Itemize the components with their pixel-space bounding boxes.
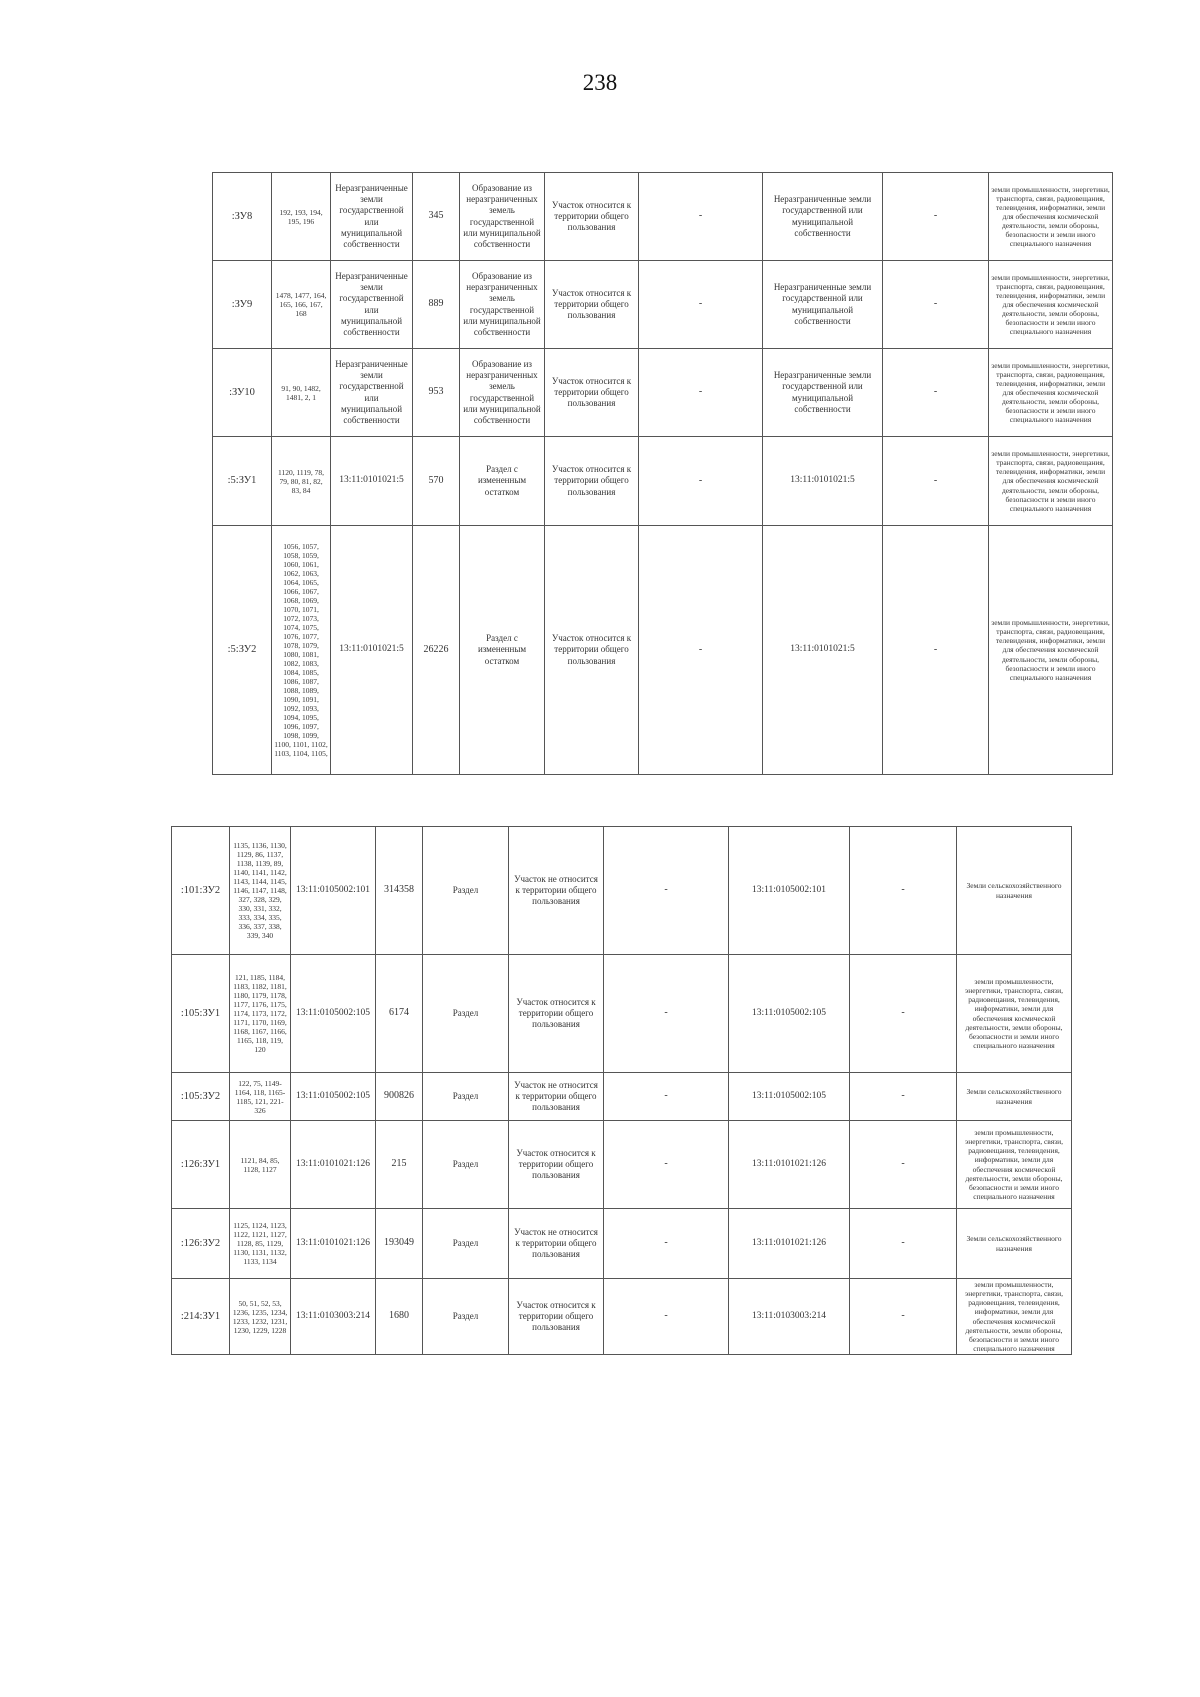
plot-area: 570 <box>413 437 460 526</box>
table-row <box>172 1121 1072 1209</box>
result-plot: 13:11:0101021:126 <box>729 1121 850 1209</box>
formation-method: Образование из неразграниченных земель государственной или муниципальной собственности <box>460 173 545 261</box>
plot-area: 215 <box>376 1121 423 1209</box>
public-access: Участок относится к территории общего пользования <box>509 1279 604 1355</box>
public-access: Участок относится к территории общего пользования <box>545 173 639 261</box>
result-plot: Неразграниченные земли государственной или муниципальной собственности <box>763 261 883 349</box>
plot-area: 889 <box>413 261 460 349</box>
empty-value: - <box>604 1209 729 1279</box>
source-plot: Неразграниченные земли государственной или муниципальной собственности <box>331 173 413 261</box>
plot-area: 345 <box>413 173 460 261</box>
empty-value: - <box>850 955 957 1073</box>
plot-area: 26226 <box>413 526 460 775</box>
table-row <box>172 955 1072 1073</box>
plot-area: 1680 <box>376 1279 423 1355</box>
formation-method: Раздел <box>423 955 509 1073</box>
point-numbers: 1120, 1119, 78, 79, 80, 81, 82, 83, 84 <box>272 437 331 526</box>
land-category: земли промышленности, энергетики, транспорта, связи, радиовещания, телевидения, информатики, земли для обеспечения космической деятельности, земли обороны, безопасности и земли иного специального назначения <box>989 526 1113 775</box>
empty-value: - <box>604 1073 729 1121</box>
formation-method: Раздел <box>423 1073 509 1121</box>
empty-value: - <box>639 173 763 261</box>
result-plot: 13:11:0101021:126 <box>729 1209 850 1279</box>
formation-method: Раздел <box>423 1279 509 1355</box>
land-category: земли промышленности, энергетики, транспорта, связи, радиовещания, телевидения, информатики, земли для обеспечения космической деятельности, земли обороны, безопасности и земли иного специального назначения <box>989 173 1113 261</box>
point-numbers: 91, 90, 1482, 1481, 2, 1 <box>272 349 331 437</box>
public-access: Участок относится к территории общего пользования <box>545 526 639 775</box>
point-numbers: 1135, 1136, 1130, 1129, 86, 1137, 1138, 1139, 89, 1140, 1141, 1142, 1143, 1144, 1145, 1146, 1147, 1148, 327, 328, 329, 330, 331, 332, 333, 334, 335, 336, 337, 338, 339, 340 <box>230 827 291 955</box>
empty-value: - <box>850 1073 957 1121</box>
empty-value: - <box>850 827 957 955</box>
source-plot: 13:11:0101021:5 <box>331 526 413 775</box>
page-number: 238 <box>582 70 618 95</box>
plot-id: :101:ЗУ2 <box>172 827 230 955</box>
empty-value: - <box>850 1121 957 1209</box>
public-access: Участок не относится к территории общего пользования <box>509 1073 604 1121</box>
source-plot: 13:11:0103003:214 <box>291 1279 376 1355</box>
point-numbers: 1121, 84, 85, 1128, 1127 <box>230 1121 291 1209</box>
plot-area: 314358 <box>376 827 423 955</box>
public-access: Участок не относится к территории общего пользования <box>509 827 604 955</box>
source-plot: 13:11:0101021:126 <box>291 1209 376 1279</box>
table-row <box>213 173 1113 261</box>
public-access: Участок относится к территории общего пользования <box>545 437 639 526</box>
plot-id: :ЗУ9 <box>213 261 272 349</box>
land-plots-table-top <box>212 172 1113 775</box>
result-plot: 13:11:0105002:105 <box>729 1073 850 1121</box>
land-category: Земли сельскохозяйственного назначения <box>957 1209 1072 1279</box>
empty-value: - <box>639 526 763 775</box>
empty-value: - <box>604 827 729 955</box>
empty-value: - <box>604 1279 729 1355</box>
point-numbers: 122, 75, 1149-1164, 118, 1165-1185, 121, 221-326 <box>230 1073 291 1121</box>
point-numbers: 1056, 1057, 1058, 1059, 1060, 1061, 1062, 1063, 1064, 1065, 1066, 1067, 1068, 1069, 1070, 1071, 1072, 1073, 1074, 1075, 1076, 1077, 1078, 1079, 1080, 1081, 1082, 1083, 1084, 1085, 1086, 1087, 1088, 1089, 1090, 1091, 1092, 1093, 1094, 1095, 1096, 1097, 1098, 1099, 1100, 1101, 1102, 1103, 1104, 1105, <box>272 526 331 775</box>
formation-method: Раздел с измененным остатком <box>460 437 545 526</box>
source-plot: 13:11:0105002:105 <box>291 955 376 1073</box>
table-row <box>213 526 1113 775</box>
empty-value: - <box>639 437 763 526</box>
formation-method: Раздел <box>423 1121 509 1209</box>
public-access: Участок относится к территории общего пользования <box>545 349 639 437</box>
plot-id: :105:ЗУ2 <box>172 1073 230 1121</box>
public-access: Участок не относится к территории общего пользования <box>509 1209 604 1279</box>
result-plot: 13:11:0101021:5 <box>763 437 883 526</box>
table-row <box>213 261 1113 349</box>
land-category: Земли сельскохозяйственного назначения <box>957 827 1072 955</box>
land-category: земли промышленности, энергетики, транспорта, связи, радиовещания, телевидения, информатики, земли для обеспечения космической деятельности, земли обороны, безопасности и земли иного специального назначения <box>957 955 1072 1073</box>
formation-method: Раздел <box>423 827 509 955</box>
point-numbers: 1478, 1477, 164, 165, 166, 167, 168 <box>272 261 331 349</box>
plot-area: 193049 <box>376 1209 423 1279</box>
plot-id: :ЗУ10 <box>213 349 272 437</box>
table-row <box>213 349 1113 437</box>
table-row <box>172 1279 1072 1355</box>
table-row <box>213 437 1113 526</box>
public-access: Участок относится к территории общего пользования <box>509 955 604 1073</box>
result-plot: 13:11:0101021:5 <box>763 526 883 775</box>
plot-id: :5:ЗУ1 <box>213 437 272 526</box>
table-row <box>172 827 1072 955</box>
source-plot: 13:11:0101021:5 <box>331 437 413 526</box>
public-access: Участок относится к территории общего пользования <box>545 261 639 349</box>
table-row <box>172 1073 1072 1121</box>
plot-id: :ЗУ8 <box>213 173 272 261</box>
empty-value: - <box>639 261 763 349</box>
point-numbers: 1125, 1124, 1123, 1122, 1121, 1127, 1128, 85, 1129, 1130, 1131, 1132, 1133, 1134 <box>230 1209 291 1279</box>
empty-value: - <box>883 173 989 261</box>
result-plot: Неразграниченные земли государственной или муниципальной собственности <box>763 349 883 437</box>
land-category: земли промышленности, энергетики, транспорта, связи, радиовещания, телевидения, информатики, земли для обеспечения космической деятельности, земли обороны, безопасности и земли иного специального назначения <box>957 1121 1072 1209</box>
formation-method: Раздел с измененным остатком <box>460 526 545 775</box>
table-row <box>172 1209 1072 1279</box>
source-plot: Неразграниченные земли государственной или муниципальной собственности <box>331 349 413 437</box>
formation-method: Раздел <box>423 1209 509 1279</box>
plot-area: 6174 <box>376 955 423 1073</box>
empty-value: - <box>883 437 989 526</box>
land-plots-table-bottom <box>171 826 1072 1355</box>
plot-id: :5:ЗУ2 <box>213 526 272 775</box>
land-category: земли промышленности, энергетики, транспорта, связи, радиовещания, телевидения, информатики, земли для обеспечения космической деятельности, земли обороны, безопасности и земли иного специального назначения <box>989 261 1113 349</box>
public-access: Участок относится к территории общего пользования <box>509 1121 604 1209</box>
result-plot: 13:11:0105002:105 <box>729 955 850 1073</box>
point-numbers: 121, 1185, 1184, 1183, 1182, 1181, 1180, 1179, 1178, 1177, 1176, 1175, 1174, 1173, 1172, 1171, 1170, 1169, 1168, 1167, 1166, 1165, 118, 119, 120 <box>230 955 291 1073</box>
source-plot: 13:11:0101021:126 <box>291 1121 376 1209</box>
point-numbers: 50, 51, 52, 53, 1236, 1235, 1234, 1233, 1232, 1231, 1230, 1229, 1228 <box>230 1279 291 1355</box>
formation-method: Образование из неразграниченных земель государственной или муниципальной собственности <box>460 261 545 349</box>
empty-value: - <box>604 955 729 1073</box>
result-plot: Неразграниченные земли государственной или муниципальной собственности <box>763 173 883 261</box>
plot-id: :126:ЗУ1 <box>172 1121 230 1209</box>
empty-value: - <box>883 261 989 349</box>
source-plot: 13:11:0105002:105 <box>291 1073 376 1121</box>
empty-value: - <box>604 1121 729 1209</box>
land-category: земли промышленности, энергетики, транспорта, связи, радиовещания, телевидения, информатики, земли для обеспечения космической деятельности, земли обороны, безопасности и земли иного специального назначения <box>957 1279 1072 1355</box>
land-category: земли промышленности, энергетики, транспорта, связи, радиовещания, телевидения, информатики, земли для обеспечения космической деятельности, земли обороны, безопасности и земли иного специального назначения <box>989 437 1113 526</box>
result-plot: 13:11:0105002:101 <box>729 827 850 955</box>
formation-method: Образование из неразграниченных земель государственной или муниципальной собственности <box>460 349 545 437</box>
source-plot: 13:11:0105002:101 <box>291 827 376 955</box>
plot-id: :214:ЗУ1 <box>172 1279 230 1355</box>
empty-value: - <box>883 526 989 775</box>
result-plot: 13:11:0103003:214 <box>729 1279 850 1355</box>
land-category: земли промышленности, энергетики, транспорта, связи, радиовещания, телевидения, информатики, земли для обеспечения космической деятельности, земли обороны, безопасности и земли иного специального назначения <box>989 349 1113 437</box>
empty-value: - <box>883 349 989 437</box>
empty-value: - <box>850 1279 957 1355</box>
plot-id: :105:ЗУ1 <box>172 955 230 1073</box>
empty-value: - <box>850 1209 957 1279</box>
point-numbers: 192, 193, 194, 195, 196 <box>272 173 331 261</box>
plot-id: :126:ЗУ2 <box>172 1209 230 1279</box>
plot-area: 900826 <box>376 1073 423 1121</box>
land-category: Земли сельскохозяйственного назначения <box>957 1073 1072 1121</box>
source-plot: Неразграниченные земли государственной или муниципальной собственности <box>331 261 413 349</box>
empty-value: - <box>639 349 763 437</box>
plot-area: 953 <box>413 349 460 437</box>
